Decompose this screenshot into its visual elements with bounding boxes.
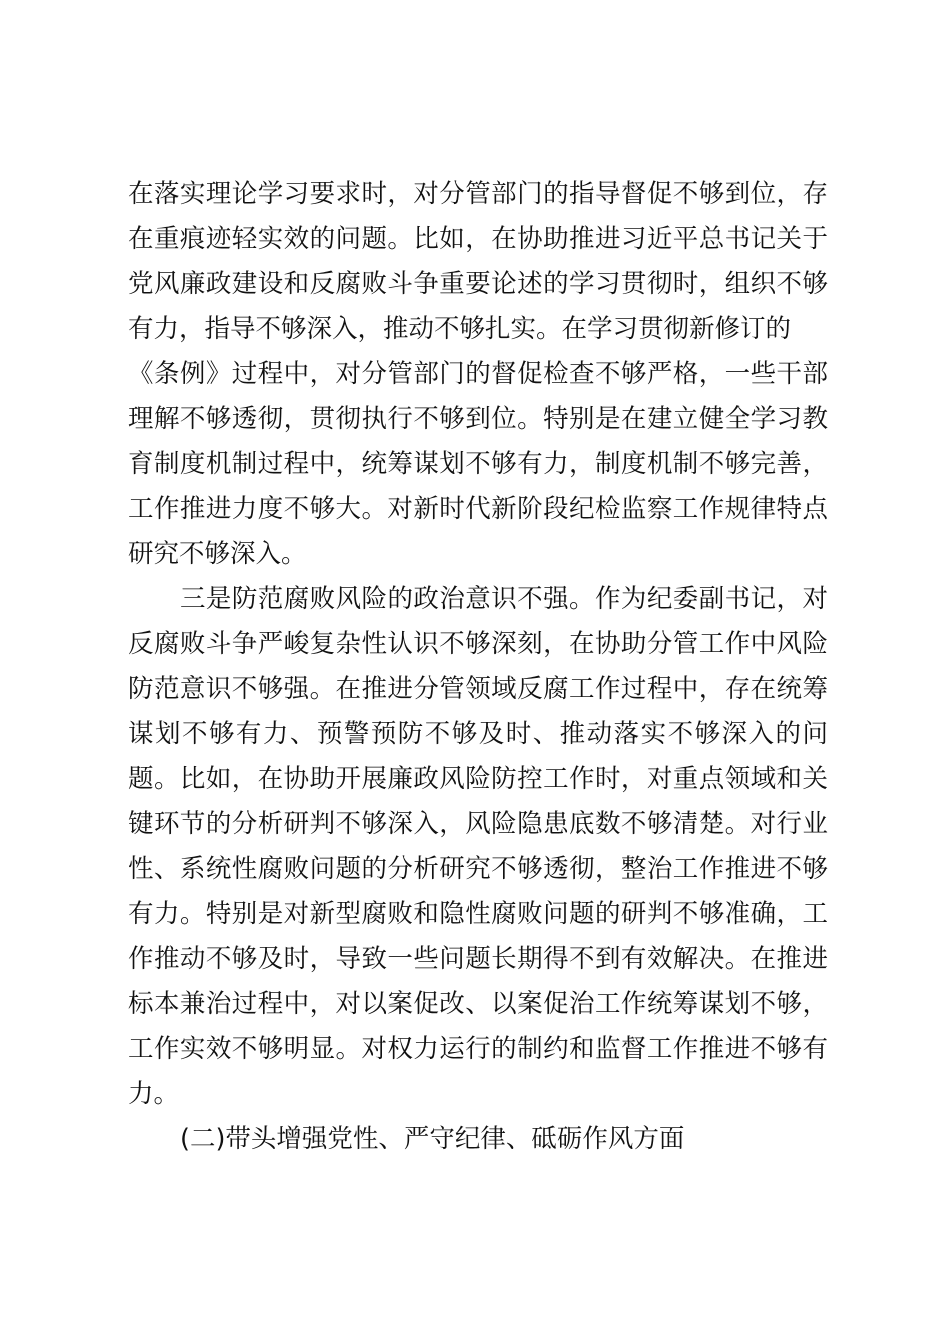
paragraph-start-line: 三是防范腐败风险的政治意识不强。作为纪委副书记，对 [180,584,828,614]
text-line: 在落实理论学习要求时，对分管部门的指导督促不够到位，存 [128,179,828,209]
text-line: 党风廉政建设和反腐败斗争重要论述的学习贯彻时，组织不够 [128,269,828,299]
section-heading: (二)带头增强党性、严守纪律、砥砺作风方面 [180,1124,685,1154]
text-line: 工作推进力度不够大。对新时代新阶段纪检监察工作规律特点 [128,494,828,524]
text-line: 题。比如，在协助开展廉政风险防控工作时，对重点领域和关 [128,764,828,794]
text-line: 工作实效不够明显。对权力运行的制约和监督工作推进不够有 [128,1034,828,1064]
text-line: 研究不够深入。 [128,539,307,569]
text-line: 标本兼治过程中，对以案促改、以案促治工作统筹谋划不够， [128,989,828,1019]
text-line: 有力，指导不够深入，推动不够扎实。在学习贯彻新修订的 [128,314,792,344]
text-line: 防范意识不够强。在推进分管领域反腐工作过程中，存在统筹 [128,674,828,704]
text-line: 性、系统性腐败问题的分析研究不够透彻，整治工作推进不够 [128,854,828,884]
text-line: 有力。特别是对新型腐败和隐性腐败问题的研判不够准确，工 [128,899,828,929]
text-line: 育制度机制过程中，统筹谋划不够有力，制度机制不够完善， [128,449,828,479]
text-line: 作推动不够及时，导致一些问题长期得不到有效解决。在推进 [128,944,828,974]
text-line: 谋划不够有力、预警预防不够及时、推动落实不够深入的问 [128,719,828,749]
text-line: 反腐败斗争严峻复杂性认识不够深刻，在协助分管工作中风险 [128,629,828,659]
text-line: 键环节的分析研判不够深入，风险隐患底数不够清楚。对行业 [128,809,828,839]
text-line: 力。 [128,1079,180,1109]
text-line: 理解不够透彻，贯彻执行不够到位。特别是在建立健全学习教 [128,404,828,434]
text-line: 《条例》过程中，对分管部门的督促检查不够严格，一些干部 [128,359,828,389]
text-line: 在重痕迹轻实效的问题。比如，在协助推进习近平总书记关于 [128,224,828,254]
